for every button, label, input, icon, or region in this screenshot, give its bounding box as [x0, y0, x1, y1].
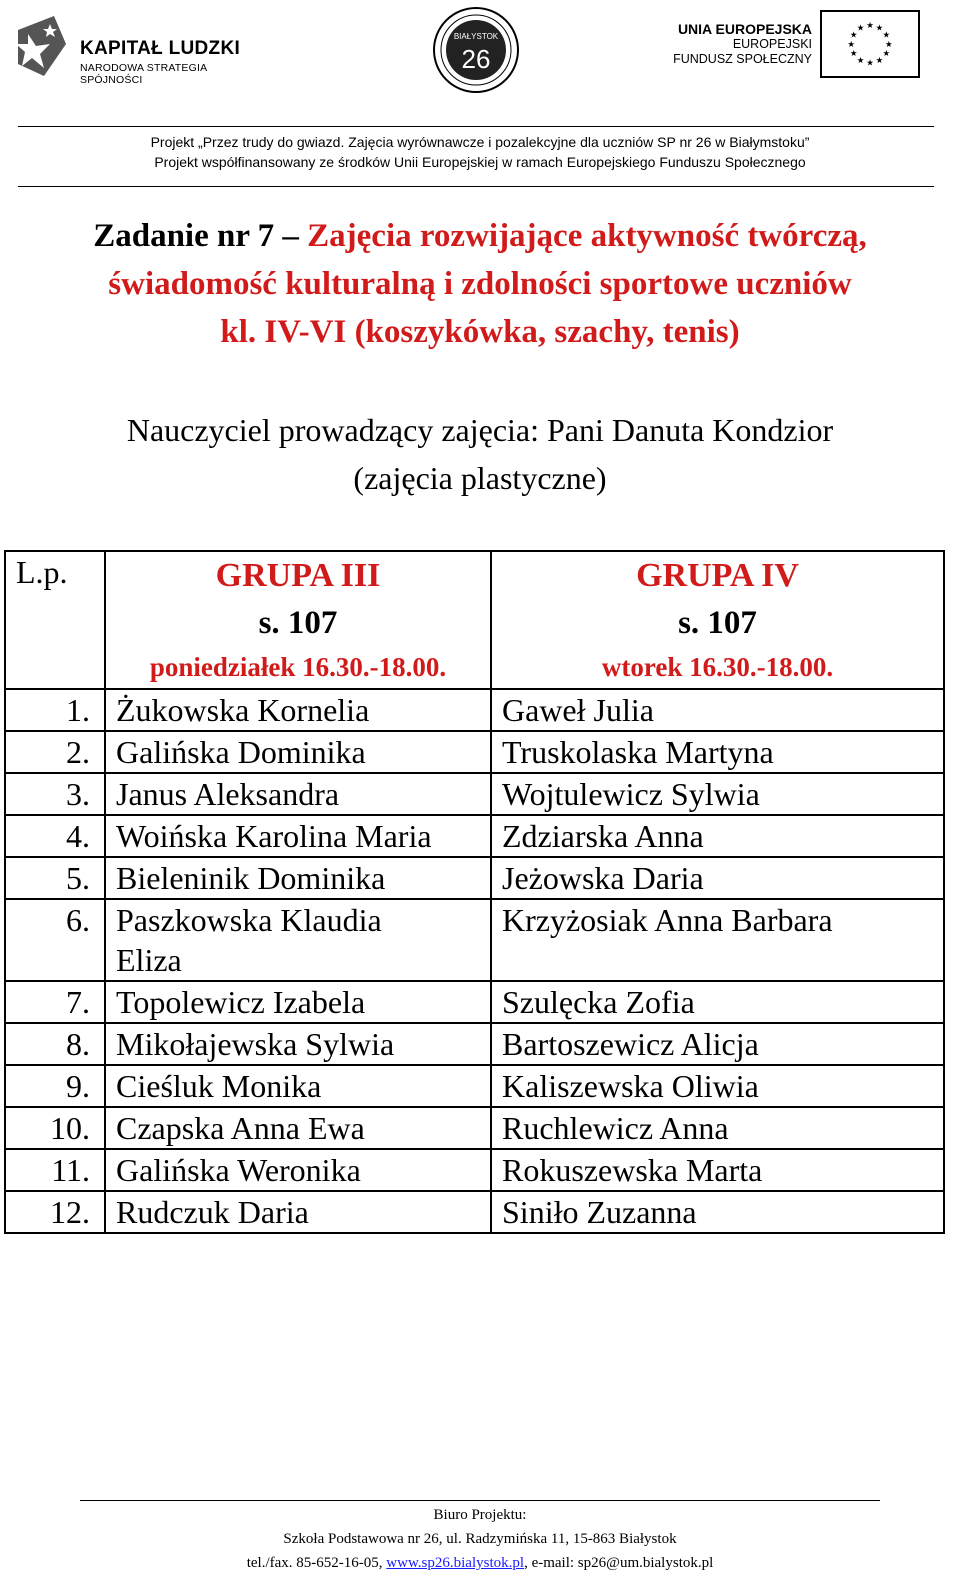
- table-row: [5, 731, 944, 773]
- group-a-student-name: Rudczuk Daria: [116, 1194, 309, 1230]
- table-row: [5, 1065, 944, 1107]
- group-b-time: wtorek 16.30.-18.00.: [601, 652, 834, 682]
- eu-logo-line2: EUROPEJSKI: [732, 37, 812, 51]
- table-header-row: [5, 551, 944, 689]
- group-a-student-name: Czapska Anna Ewa: [116, 1110, 365, 1146]
- eu-star-icon: ★: [849, 48, 858, 59]
- group-a-student-name: Cieśluk Monika: [116, 1068, 322, 1104]
- eu-logo-line3: FUNDUSZ SPOŁECZNY: [673, 52, 812, 66]
- group-a-student-name: Topolewicz Izabela: [116, 984, 366, 1020]
- table-row: [5, 981, 944, 1023]
- eu-star-icon: ★: [866, 20, 874, 30]
- group-b-student: Siniło Zuzanna: [491, 1191, 944, 1233]
- group-a-name: GRUPA III: [215, 557, 381, 594]
- eu-star-icon: ★: [856, 55, 865, 66]
- group-b-student: Kaliszewska Oliwia: [491, 1065, 944, 1107]
- group-b-header: [491, 551, 944, 689]
- eu-logo: [660, 10, 920, 80]
- footer-office-label: Biuro Projektu:: [433, 1507, 527, 1523]
- row-number: 11.: [5, 1149, 105, 1191]
- school-seal-logo: [432, 6, 520, 94]
- task-heading: [0, 212, 960, 356]
- eu-star-icon: ★: [849, 29, 858, 40]
- lp-header: L.p.: [5, 551, 105, 689]
- group-b-student: Ruchlewicz Anna: [491, 1107, 944, 1149]
- group-a-student: [105, 1065, 491, 1107]
- table-row: [5, 1107, 944, 1149]
- group-a-student: [105, 1191, 491, 1233]
- group-b-student: Wojtulewicz Sylwia: [491, 773, 944, 815]
- footer-divider: [80, 1500, 880, 1501]
- row-number: 4.: [5, 815, 105, 857]
- group-b-room: s. 107: [678, 605, 757, 641]
- kapital-ludzki-subtitle: NARODOWA STRATEGIA SPÓJNOŚCI: [80, 62, 207, 86]
- task-heading-line2: świadomość kulturalną i zdolności sportowe uczniów: [108, 266, 852, 302]
- row-number: 10.: [5, 1107, 105, 1149]
- group-a-time: poniedziałek 16.30.-18.00.: [149, 652, 447, 682]
- teacher-line1: Nauczyciel prowadzący zajęcia: Pani Danuta Kondzior: [126, 412, 834, 448]
- row-number: 5.: [5, 857, 105, 899]
- footer-contact: [0, 1551, 960, 1575]
- row-number: 12.: [5, 1191, 105, 1233]
- seal-city: BIAŁYSTOK: [453, 32, 499, 41]
- group-b-student: Krzyżosiak Anna Barbara: [491, 899, 944, 981]
- table-row: [5, 689, 944, 731]
- teacher-info: [0, 406, 960, 502]
- table-row: [5, 1149, 944, 1191]
- table-row: [5, 1191, 944, 1233]
- table-row: [5, 815, 944, 857]
- task-heading-line3: kl. IV-VI (koszykówka, szachy, tenis): [220, 314, 740, 350]
- logo-bar: [0, 0, 960, 96]
- group-a-student: [105, 689, 491, 731]
- seal-number: 26: [461, 44, 491, 74]
- kapital-ludzki-logo: [14, 14, 254, 86]
- group-b-student: Bartoszewicz Alicja: [491, 1023, 944, 1065]
- footer-tel: tel./fax. 85-652-16-05,: [246, 1555, 387, 1571]
- eu-star-icon: ★: [856, 22, 865, 33]
- group-a-student: [105, 1107, 491, 1149]
- footer-website-link[interactable]: www.sp26.bialystok.pl: [386, 1555, 525, 1571]
- group-a-student: [105, 981, 491, 1023]
- group-a-student-name: Żukowska Kornelia: [116, 692, 370, 728]
- row-number: 6.: [5, 899, 105, 981]
- group-a-student-name: Paszkowska Klaudia: [116, 902, 382, 938]
- row-number: 3.: [5, 773, 105, 815]
- group-b-student: Truskolaska Martyna: [491, 731, 944, 773]
- eu-star-icon: ★: [882, 48, 891, 59]
- table-row: [5, 899, 944, 981]
- group-b-student: Rokuszewska Marta: [491, 1149, 944, 1191]
- group-a-student-name: Mikołajewska Sylwia: [116, 1026, 395, 1062]
- project-funding: Projekt współfinansowany ze środków Unii Europejskiej w ramach Europejskiego Funduszu Społecznego: [154, 154, 806, 170]
- eu-star-icon: ★: [847, 38, 855, 49]
- group-a-student-name: Janus Aleksandra: [116, 776, 340, 812]
- footer-email: , e-mail: sp26@um.bialystok.pl: [524, 1555, 714, 1571]
- group-a-student: [105, 1023, 491, 1065]
- eu-star-icon: ★: [875, 55, 884, 66]
- eu-star-icon: ★: [875, 22, 884, 33]
- group-a-student: [105, 731, 491, 773]
- group-b-name: GRUPA IV: [636, 557, 799, 594]
- row-number: 8.: [5, 1023, 105, 1065]
- group-b-student: Gaweł Julia: [491, 689, 944, 731]
- header-divider-top: [18, 126, 934, 127]
- teacher-line2: (zajęcia plastyczne): [353, 460, 607, 496]
- task-heading-prefix: Zadanie nr 7 –: [93, 218, 308, 254]
- group-a-student: [105, 815, 491, 857]
- row-number: 7.: [5, 981, 105, 1023]
- group-a-student-name: Galińska Weronika: [116, 1152, 361, 1188]
- table-row: [5, 1023, 944, 1065]
- footer-address: Szkoła Podstawowa nr 26, ul. Radzymińska 11, 15-863 Białystok: [283, 1531, 677, 1547]
- group-a-student-name: Woińska Karolina Maria: [116, 818, 432, 854]
- row-number: 9.: [5, 1065, 105, 1107]
- row-number: 2.: [5, 731, 105, 773]
- eu-star-icon: ★: [866, 57, 874, 68]
- row-number: 1.: [5, 689, 105, 731]
- group-a-student: [105, 899, 491, 981]
- eu-flag-icon: [820, 10, 920, 78]
- eu-star-icon: ★: [882, 29, 891, 40]
- group-a-student-name: Bieleninik Dominika: [116, 860, 386, 896]
- group-a-student: [105, 1149, 491, 1191]
- group-roster-table: [4, 550, 945, 1234]
- group-b-student: Zdziarska Anna: [491, 815, 944, 857]
- eu-logo-line1: UNIA EUROPEJSKA: [677, 21, 812, 37]
- group-a-student-name-cont: Eliza: [116, 942, 182, 978]
- task-heading-line1: Zajęcia rozwijające aktywność twórczą,: [307, 218, 867, 254]
- eu-star-icon: ★: [885, 38, 893, 49]
- table-row: [5, 773, 944, 815]
- group-a-student-name: Galińska Dominika: [116, 734, 366, 770]
- kapital-ludzki-star-icon: [14, 14, 70, 80]
- group-a-room: s. 107: [258, 605, 338, 641]
- group-a-student: [105, 773, 491, 815]
- kapital-ludzki-title: KAPITAŁ LUDZKI: [80, 38, 241, 59]
- project-title: Projekt „Przez trudy do gwiazd. Zajęcia wyrównawcze i pozalekcyjne dla uczniów SP nr 26 w Białymstoku”: [150, 134, 810, 150]
- header-divider-bottom: [18, 186, 934, 187]
- group-b-student: Szulęcka Zofia: [491, 981, 944, 1023]
- group-a-student: [105, 857, 491, 899]
- table-row: [5, 857, 944, 899]
- group-a-header: [105, 551, 491, 689]
- group-b-student: Jeżowska Daria: [491, 857, 944, 899]
